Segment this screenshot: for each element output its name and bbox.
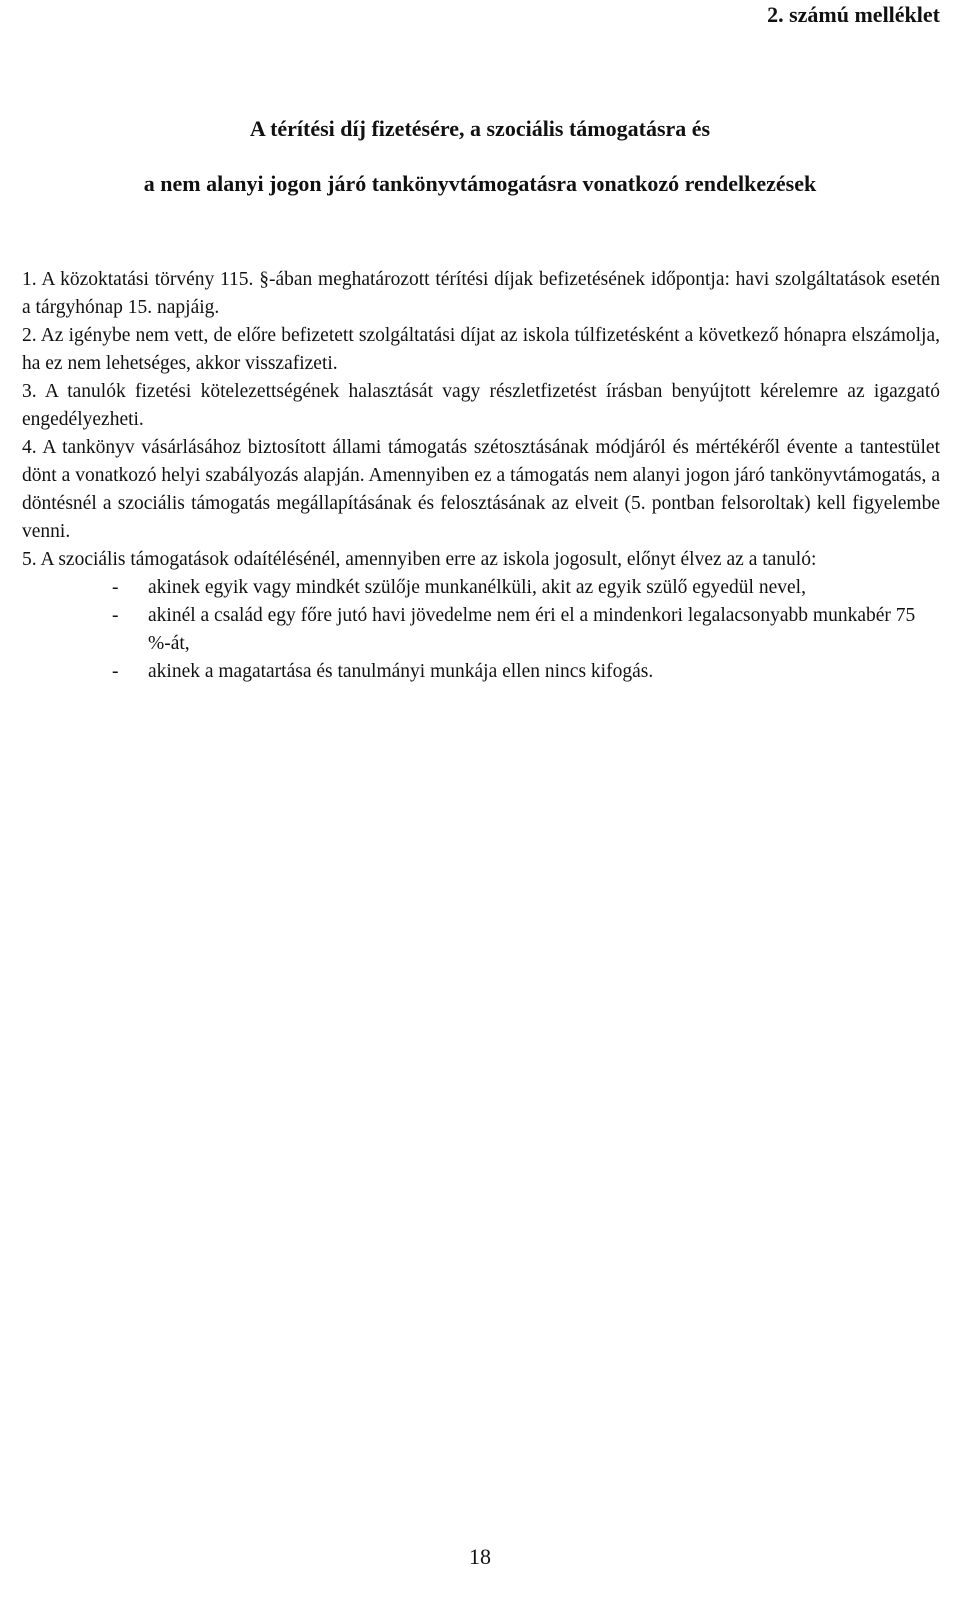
paragraph-number: 1. — [22, 269, 37, 290]
paragraph-number: 3. — [22, 381, 37, 402]
paragraph-text: A szociális támogatások odaítélésénél, amennyiben erre az iskola jogosult, előnyt élvez az a tanuló: — [40, 549, 817, 570]
annex-label: 2. számú melléklet — [767, 2, 940, 27]
page-number: 18 — [469, 1544, 491, 1569]
list-item — [22, 602, 940, 658]
document-title-line-2: a nem alanyi jogon járó tankönyvtámogatásra vonatkozó rendelkezések — [143, 171, 817, 196]
paragraph-1 — [22, 266, 940, 322]
paragraph-number: 4. — [22, 437, 37, 458]
list-item-text: akinek a magatartása és tanulmányi munkája ellen nincs kifogás. — [148, 661, 654, 682]
list-item-text: akinek egyik vagy mindkét szülője munkanélküli, akit az egyik szülő egyedül nevel, — [148, 577, 806, 598]
document-body — [22, 266, 940, 686]
list-dash: - — [112, 577, 119, 598]
list-dash: - — [112, 661, 119, 682]
paragraph-text: A tanulók fizetési kötelezettségének halasztását vagy részletfizetést írásban benyújtott kérelemre az igazgató engedélyezheti. — [22, 381, 940, 430]
list-item — [22, 574, 940, 602]
paragraph-3 — [22, 378, 940, 434]
paragraph-text: Az igénybe nem vett, de előre befizetett szolgáltatási díjat az iskola túlfizetésként a következő hónapra elszámolja, ha ez nem lehetséges, akkor visszafizeti. — [22, 325, 940, 374]
paragraph-4 — [22, 434, 940, 546]
paragraph-text: A tankönyv vásárlásához biztosított állami támogatás szétosztásának módjáról és mértékéről évente a tantestület dönt a vonatkozó helyi szabályozás alapján. Amennyiben ez a támogatás nem alanyi jogon járó tankönyvtámogatás, a döntésnél a szociális támogatás megállapításának és felosztásának az elveit (5. pontban felsoroltak) kell figyelembe venni. — [22, 437, 940, 542]
list-dash: - — [112, 605, 119, 626]
paragraph-number: 5. — [22, 549, 37, 570]
paragraph-5 — [22, 546, 940, 574]
eligibility-list — [22, 574, 940, 686]
document-title-line-1: A térítési díj fizetésére, a szociális támogatásra és — [249, 116, 711, 141]
paragraph-text: A közoktatási törvény 115. §-ában meghatározott térítési díjak befizetésének időpontja: havi szolgáltatások esetén a tárgyhónap 15. napjáig. — [22, 269, 940, 318]
list-item-text: akinél a család egy főre jutó havi jövedelme nem éri el a mindenkori legalacsonyabb munkabér 75 %-át, — [148, 605, 916, 654]
list-item — [22, 658, 940, 686]
paragraph-2 — [22, 322, 940, 378]
paragraph-number: 2. — [22, 325, 37, 346]
